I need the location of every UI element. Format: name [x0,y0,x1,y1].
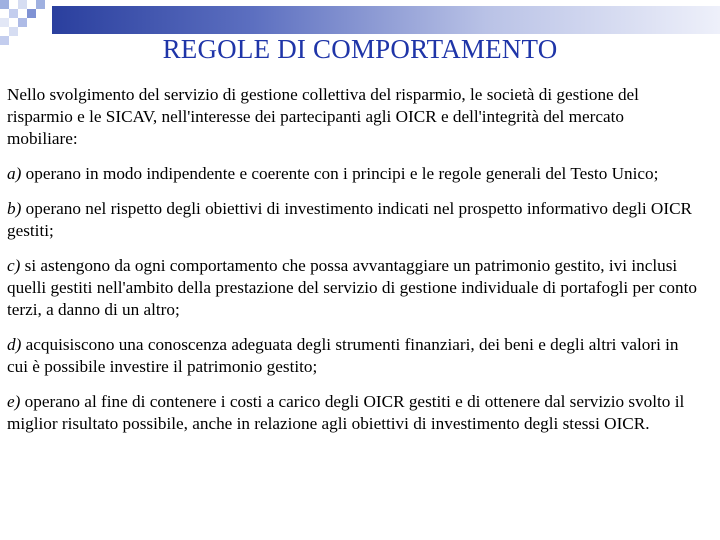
list-item [7,163,697,185]
document-body [7,84,697,448]
list-item [7,255,697,321]
list-item [7,391,697,435]
item-text: operano nel rispetto degli obiettivi di investimento indicati nel prospetto informativo degli OICR gestiti; [7,199,692,240]
page-title: REGOLE DI COMPORTAMENTO [162,34,558,64]
item-label: b) [7,199,22,218]
item-label: a) [7,164,22,183]
list-item [7,334,697,378]
header-gradient-bar [52,6,720,34]
item-text: operano al fine di contenere i costi a carico degli OICR gestiti e di ottenere dal servizio svolto il miglior risultato possibile, anche in relazione agli obiettivi di investimento degli stessi OICR. [7,392,685,433]
item-text: operano in modo indipendente e coerente con i principi e le regole generali del Testo Unico; [21,164,659,183]
item-label: e) [7,392,21,411]
intro-paragraph: Nello svolgimento del servizio di gestione collettiva del risparmio, le società di gestione del risparmio e le SICAV, nell'interesse dei partecipanti agli OICR e dell'integrità del mercato mobiliare: [7,85,639,148]
item-label: d) [7,335,22,354]
list-item [7,198,697,242]
item-label: c) [7,256,21,275]
item-text: si astengono da ogni comportamento che possa avvantaggiare un patrimonio gestito, ivi inclusi quelli gestiti nell'ambito della prestazione del servizio di gestione individuale di portafogli per conto terzi, a danno di un altro; [7,256,697,319]
item-text: acquisiscono una conoscenza adeguata degli strumenti finanziari, dei beni e degli altri valori in cui è possibile investire il patrimonio gestito; [7,335,679,376]
